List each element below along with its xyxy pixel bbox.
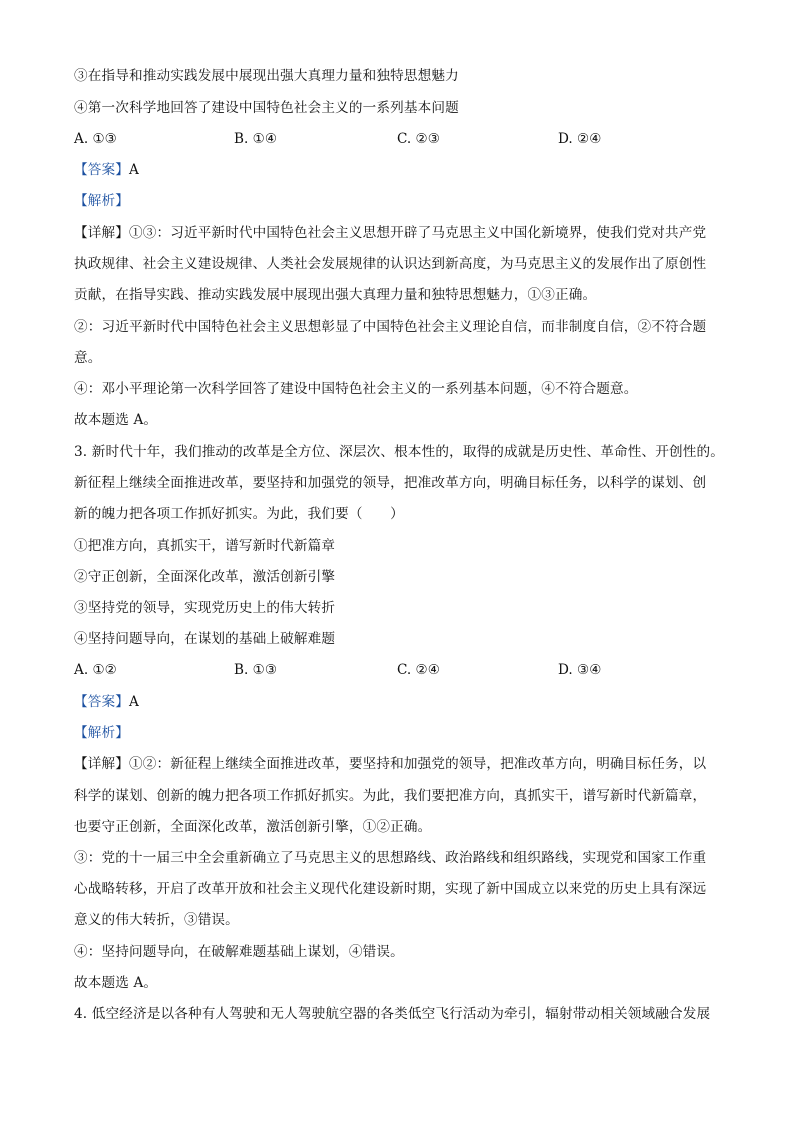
q2-detail-line-6: ④：邓小平理论第一次科学回答了建设中国特色社会主义的一系列基本问题，④不符合题意。 [74, 381, 638, 397]
q2-statement-4: ④第一次科学地回答了建设中国特色社会主义的一系列基本问题 [74, 100, 459, 116]
q3-detail-line-6: 意义的伟大转折，③错误。 [74, 912, 239, 928]
q4-stem-line-1: 4. 低空经济是以各种有人驾驶和无人驾驶航空器的各类低空飞行活动为牵引，辐射带动相关领域融合发展 [74, 1006, 711, 1022]
q2-detail-line-5: 意。 [74, 350, 102, 366]
q3-detail-label: 【详解】 [74, 756, 129, 772]
q3-detail-text-1: ①②：新征程上继续全面推进改革，要坚持和加强党的领导，把准改革方向，明确目标任务，以 [128, 756, 707, 772]
q3-detail-line-7: ④：坚持问题导向，在破解难题基础上谋划，④错误。 [74, 944, 404, 960]
q3-options [74, 660, 724, 680]
q2-option-c: C. ②③ [397, 131, 440, 147]
q2-detail-line-3: 贡献，在指导实践、推动实践发展中展现出强大真理力量和独特思想魅力，①③正确。 [74, 287, 597, 303]
q2-conclusion: 故本题选 A。 [74, 412, 158, 428]
q2-detail-line-2: 执政规律、社会主义建设规律、人类社会发展规律的认识达到新高度，为马克思主义的发展作出了原创性 [74, 256, 707, 272]
q3-detail-line-1 [74, 754, 724, 774]
q3-analysis-heading [74, 723, 724, 743]
q2-option-b: B. ①④ [234, 131, 278, 147]
q2-analysis-label: 【解析】 [74, 193, 129, 209]
q3-statement-4: ④坚持问题导向，在谋划的基础上破解难题 [74, 631, 336, 647]
q2-statement-3: ③在指导和推动实践发展中展现出强大真理力量和独特思想魅力 [74, 68, 459, 84]
q3-option-c: C. ②④ [397, 662, 440, 678]
q2-detail-label: 【详解】 [74, 225, 129, 241]
q3-detail-line-3: 也要守正创新，全面深化改革，激活创新引擎，①②正确。 [74, 819, 432, 835]
q2-detail-line-1 [74, 223, 724, 243]
q2-options [74, 129, 724, 149]
q3-answer [74, 692, 724, 712]
q2-option-d: D. ②④ [558, 131, 602, 147]
q3-option-b: B. ①③ [234, 662, 278, 678]
q3-analysis-label: 【解析】 [74, 725, 129, 741]
q3-detail-line-2: 科学的谋划、创新的魄力把各项工作抓好抓实。为此，我们要把准方向，真抓实干，谱写新时代新篇章， [74, 788, 707, 804]
q3-option-d: D. ③④ [558, 662, 602, 678]
q3-stem-line-1: 3. 新时代十年，我们推动的改革是全方位、深层次、根本性的，取得的成就是历史性、革命性、开创性的。 [74, 444, 724, 460]
q2-detail-line-4: ②：习近平新时代中国特色社会主义思想彰显了中国特色社会主义理论自信，而非制度自信，②不符合题 [74, 319, 707, 335]
q2-analysis-heading [74, 191, 724, 211]
q2-answer-value: A [128, 162, 139, 178]
q2-option-a: A. ①③ [74, 131, 117, 147]
q2-detail-text-1: ①③：习近平新时代中国特色社会主义思想开辟了马克思主义中国化新境界，使我们党对共产党 [128, 225, 707, 241]
q2-answer-label: 【答案】 [74, 162, 129, 178]
q3-stem-line-3: 新的魄力把各项工作抓好抓实。为此，我们要（ ） [74, 506, 404, 522]
q3-statement-3: ③坚持党的领导，实现党历史上的伟大转折 [74, 600, 336, 616]
q3-stem-line-2: 新征程上继续全面推进改革，要坚持和加强党的领导，把准改革方向，明确目标任务，以科学的谋划、创 [74, 475, 707, 491]
q3-detail-line-4: ③：党的十一届三中全会重新确立了马克思主义的思想路线、政治路线和组织路线，实现党和国家工作重 [74, 850, 707, 866]
q2-answer [74, 160, 724, 180]
q3-statement-1: ①把准方向，真抓实干，谱写新时代新篇章 [74, 538, 336, 554]
q3-answer-label: 【答案】 [74, 694, 129, 710]
q3-detail-line-5: 心战略转移，开启了改革开放和社会主义现代化建设新时期，实现了新中国成立以来党的历史上具有深远 [74, 881, 707, 897]
q3-option-a: A. ①② [74, 662, 117, 678]
q3-statement-2: ②守正创新，全面深化改革，激活创新引擎 [74, 569, 336, 585]
q3-answer-value: A [128, 694, 139, 710]
q3-conclusion: 故本题选 A。 [74, 975, 158, 991]
